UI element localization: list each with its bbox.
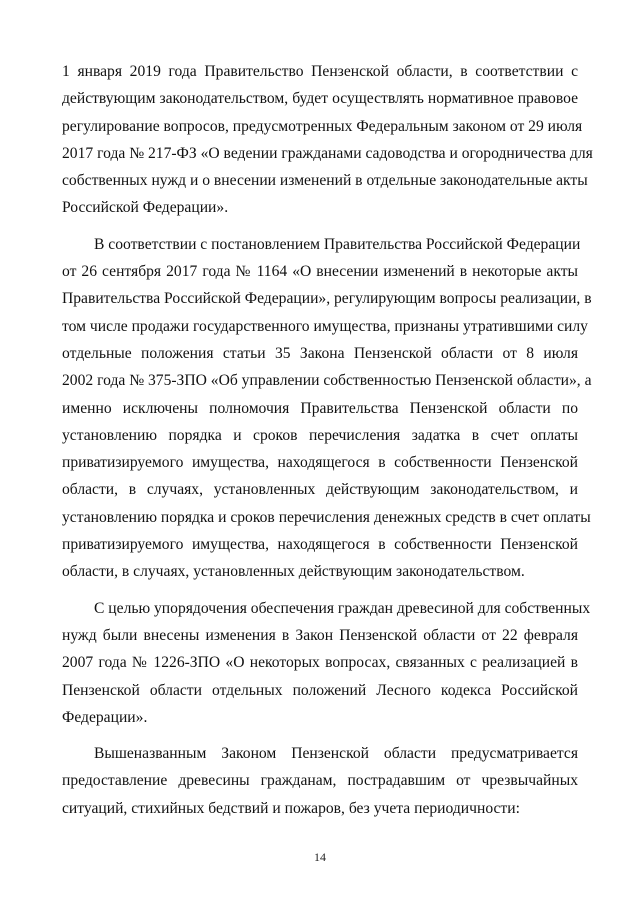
text-line: именно исключены полномочия Правительства Пензенской области по [62, 399, 578, 417]
paragraph-3 [62, 595, 591, 731]
text-line: С целью упорядочения обеспечения граждан древесиной для собственных [94, 599, 591, 617]
text-line: собственных нужд и о внесении изменений в отдельные законодательные акты [62, 172, 588, 190]
text-line: от 26 сентября 2017 года № 1164 «О внесении изменений в некоторые акты [62, 263, 578, 281]
text-line: Правительства Российской Федерации», регулирующим вопросы реализации, в [62, 290, 592, 308]
text-line: 2007 года № 1226-ЗПО «О некоторых вопросах, связанных с реализацией в [62, 654, 578, 672]
text-line: области, в случаях, установленных действующим законодательством, и [62, 481, 578, 499]
text-line: нужд были внесены изменения в Закон Пензенской области от 22 февраля [62, 626, 578, 644]
text-line: ситуаций, стихийных бедствий и пожаров, без учета периодичности: [62, 799, 520, 817]
text-line: отдельные положения статьи 35 Закона Пензенской области от 8 июля [62, 344, 578, 362]
text-line: Российской Федерации». [62, 199, 229, 217]
text-line: Пензенской области отдельных положений Лесного кодекса Российской [62, 681, 578, 699]
paragraph-2 [62, 231, 592, 586]
text-line: В соответствии с постановлением Правительства Российской Федерации [94, 235, 581, 253]
text-line: области, в случаях, установленных действующим законодательством. [62, 563, 525, 581]
page-number: 14 [314, 850, 326, 864]
text-line: 2002 года № 375-ЗПО «Об управлении собственностью Пензенской области», а [62, 372, 592, 390]
text-line: регулирование вопросов, предусмотренных Федеральным законом от 29 июля [62, 117, 583, 135]
text-line: том числе продажи государственного имущества, признаны утратившими силу [62, 317, 588, 335]
text-line: 2017 года № 217-ФЗ «О ведении гражданами садоводства и огородничества для [62, 144, 593, 162]
paragraph-4 [62, 740, 578, 822]
paragraph-1 [62, 58, 593, 222]
text-line: Вышеназванным Законом Пензенской области предусматривается [94, 745, 578, 763]
body-text [62, 58, 593, 831]
text-line: приватизируемого имущества, находящегося в собственности Пензенской [62, 536, 578, 554]
text-line: Федерации». [62, 708, 148, 726]
text-line: установлению порядка и сроков перечисления денежных средств в счет оплаты [62, 508, 591, 526]
text-line: приватизируемого имущества, находящегося в собственности Пензенской [62, 454, 578, 472]
text-line: предоставление древесины гражданам, пострадавшим от чрезвычайных [62, 772, 578, 790]
text-line: установлению порядка и сроков перечисления задатка в счет оплаты [62, 426, 578, 444]
text-line: 1 января 2019 года Правительство Пензенской области, в соответствии с [62, 63, 578, 80]
text-line: действующим законодательством, будет осуществлять нормативное правовое [62, 90, 578, 108]
